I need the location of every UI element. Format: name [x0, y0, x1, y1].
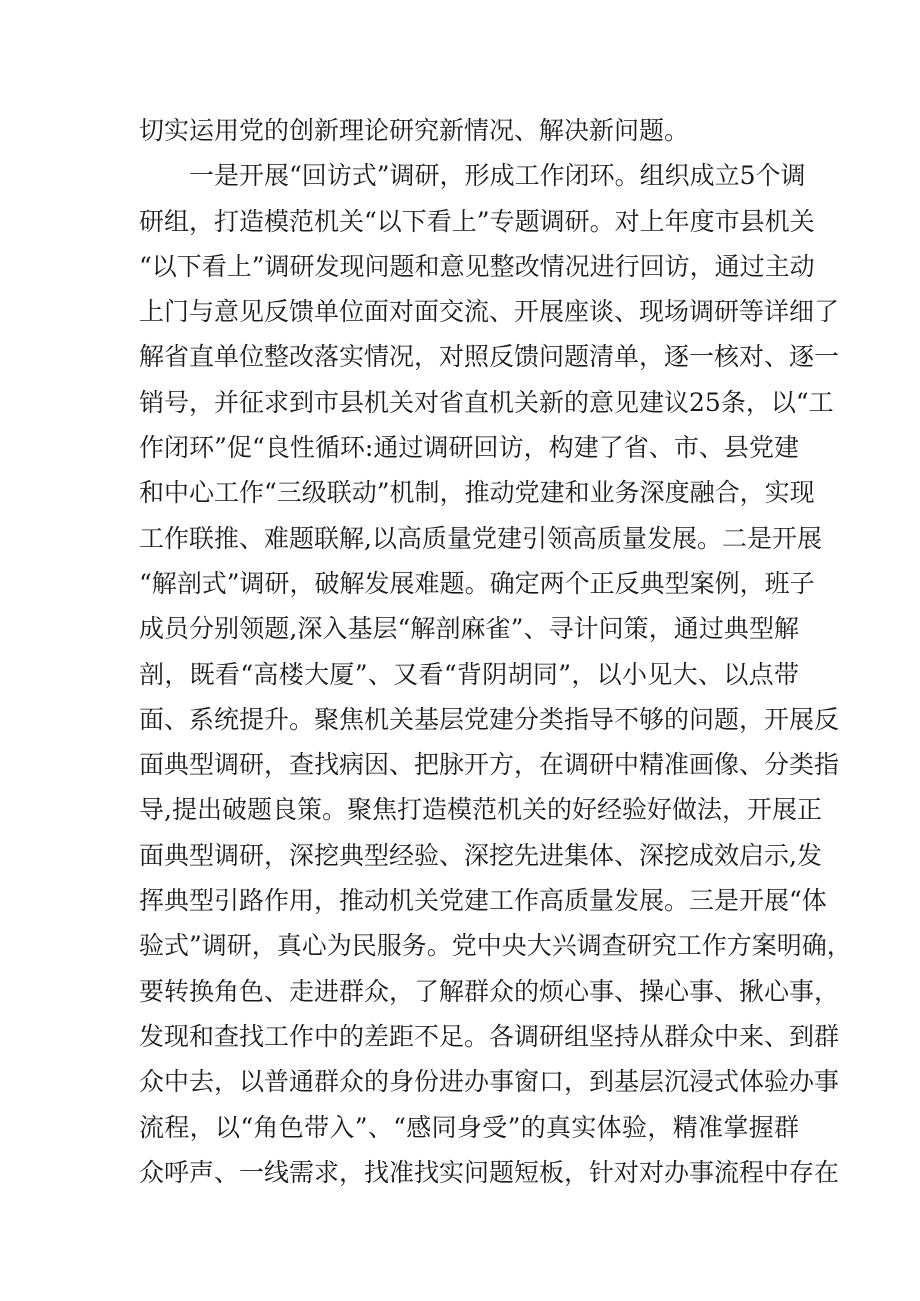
text-line: 解省直单位整改落实情况，对照反馈问题清单，逐一核对、逐一: [139, 342, 840, 372]
text-line: 研组，打造模范机关“以下看上”专题调研。对上年度市县机关: [139, 206, 815, 236]
text-line: 导,提出破题良策。聚焦打造模范机关的好经验好做法，开展正: [139, 795, 822, 825]
text-line: 众呼声、一线需求，找准找实问题短板，针对对办事流程中存在: [139, 1157, 840, 1187]
text-line: 作闭环”促“良性循环:通过调研回访，构建了省、市、县党建: [139, 433, 799, 463]
text-line: 要转换角色、走进群众，了解群众的烦心事、操心事、揪心事，: [139, 976, 840, 1006]
text-line: 挥典型引路作用，推动机关党建工作高质量发展。三是开展“体: [139, 886, 827, 916]
text-line: 众中去，以普通群众的身份进办事窗口，到基层沉浸式体验办事: [139, 1067, 840, 1097]
text-line: 发现和查找工作中的差距不足。各调研组坚持从群众中来、到群: [139, 1021, 840, 1051]
text-line: 成员分别领题,深入基层“解剖麻雀”、寻计问策，通过典型解: [139, 614, 799, 644]
text-line: 工作联推、难题联解,以高质量党建引领高质量发展。二是开展: [139, 523, 822, 553]
body-text: [139, 108, 852, 1195]
text-line: 流程，以“角色带入”、“感同身受”的真实体验，精准掌握群: [139, 1112, 799, 1142]
text-line: 面、系统提升。聚焦机关基层党建分类指导不够的问题，开展反: [139, 704, 840, 734]
text-line: 和中心工作“三级联动”机制，推动党建和业务深度融合，实现: [139, 478, 815, 508]
text-line: 面典型调研，查找病因、把脉开方，在调研中精准画像、分类指: [139, 750, 840, 780]
text-line: 销号，并征求到市县机关对省直机关新的意见建议25条，以“工: [139, 387, 834, 417]
text-line: 切实运用党的创新理论研究新情况、解决新问题。: [139, 116, 690, 145]
text-line: “以下看上”调研发现问题和意见整改情况进行回访，通过主动: [139, 251, 815, 281]
text-line: 一是开展“回访式”调研，形成工作闭环。组织成立5个调: [189, 161, 806, 191]
text-line: 上门与意见反馈单位面对面交流、开展座谈、现场调研等详细了: [139, 297, 840, 327]
text-line: “解剖式”调研，破解发展难题。确定两个正反典型案例，班子: [139, 568, 815, 598]
text-line: 面典型调研，深挖典型经验、深挖先进集体、深挖成效启示,发: [139, 840, 822, 870]
text-line: 验式”调研，真心为民服务。党中央大兴调查研究工作方案明确，: [139, 931, 852, 961]
text-line: 剖，既看“高楼大厦”、又看“背阴胡同”，以小见大、以点带: [139, 659, 799, 689]
